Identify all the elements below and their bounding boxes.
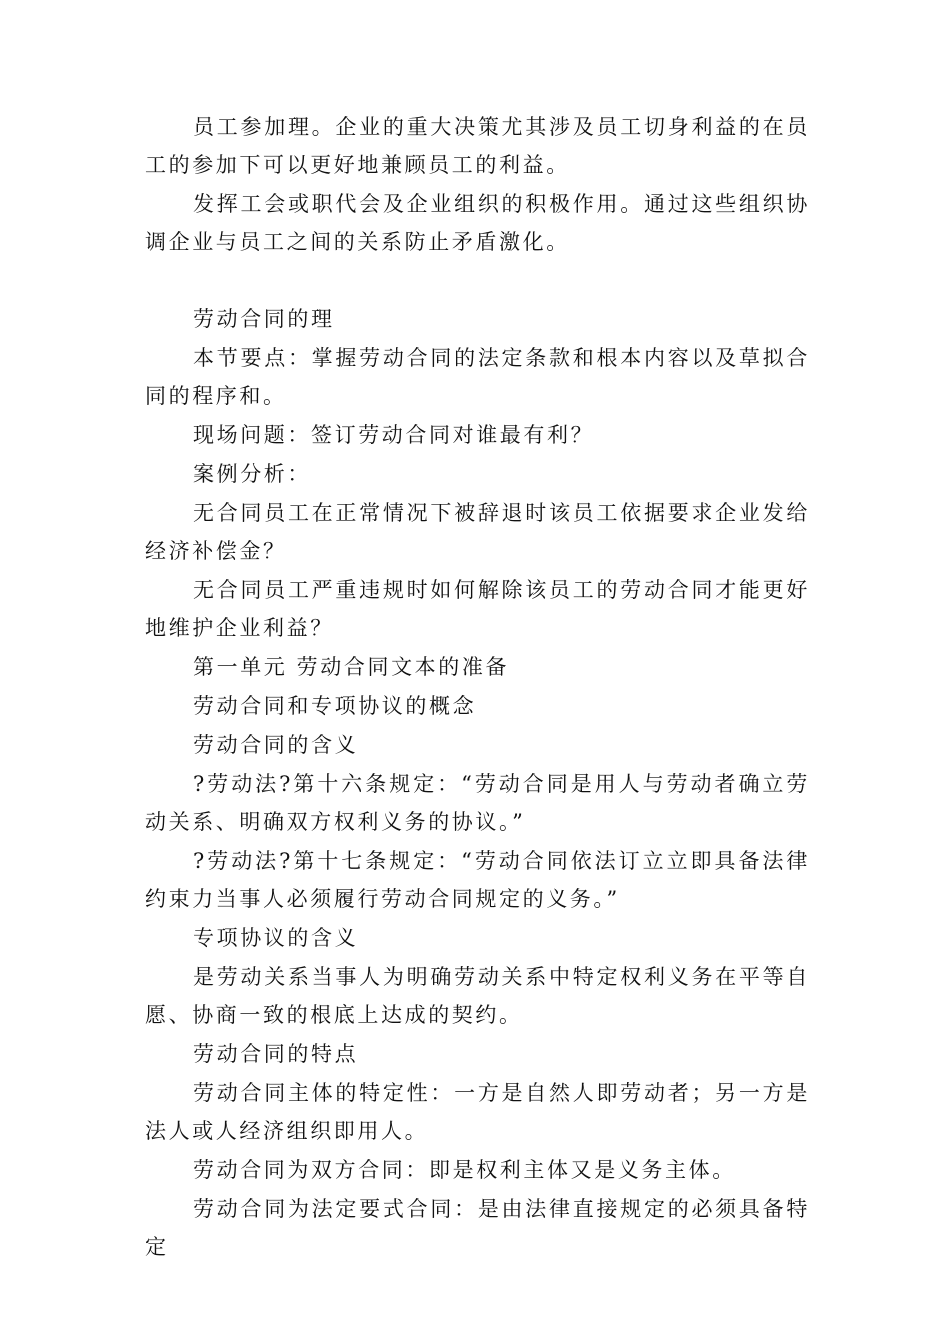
paragraph: 是劳动关系当事人为明确劳动关系中特定权利义务在平等自愿、协商一致的根底上达成的契约。: [145, 964, 810, 1028]
paragraph: 员工参加理。企业的重大决策尤其涉及员工切身利益的在员工的参加下可以更好地兼顾员工的利益。: [145, 115, 810, 178]
paragraph: 发挥工会或职代会及企业组织的积极作用。通过这些组织协调企业与员工之间的关系防止矛盾激化。: [145, 192, 810, 255]
paragraph: ?劳动法?第十六条规定：“劳动合同是用人与劳动者确立劳动关系、明确双方权利义务的协议。”: [145, 771, 810, 835]
section-heading: 劳动合同的理: [193, 307, 335, 332]
subheading: 劳动合同的含义: [193, 732, 359, 757]
paragraph: 劳动合同为双方合同：即是权利主体又是义务主体。: [193, 1158, 736, 1183]
document-body: [145, 108, 810, 1267]
subheading: 劳动合同和专项协议的概念: [193, 694, 477, 719]
paragraph: 本节要点：掌握劳动合同的法定条款和根本内容以及草拟合同的程序和。: [145, 346, 810, 409]
paragraph: 劳动合同为法定要式合同：是由法律直接规定的必须具备特定: [145, 1196, 810, 1260]
paragraph: 案例分析：: [193, 462, 311, 487]
paragraph: 劳动合同主体的特定性：一方是自然人即劳动者；另一方是法人或人经济组织即用人。: [145, 1080, 810, 1144]
unit-heading: 第一单元 劳动合同文本的准备: [193, 655, 510, 680]
paragraph: 无合同员工在正常情况下被辞退时该员工依据要求企业发给经济补偿金？: [145, 500, 810, 564]
paragraph: 无合同员工严重违规时如何解除该员工的劳动合同才能更好地维护企业利益？: [145, 578, 810, 641]
blank-line: [145, 262, 810, 300]
subheading: 劳动合同的特点: [193, 1042, 359, 1067]
paragraph: 现场问题：签订劳动合同对谁最有利？: [193, 423, 595, 448]
paragraph: ?劳动法?第十七条规定：“劳动合同依法订立立即具备法律约束力当事人必须履行劳动合同规定的义务。”: [145, 848, 810, 912]
subheading: 专项协议的含义: [193, 926, 359, 951]
